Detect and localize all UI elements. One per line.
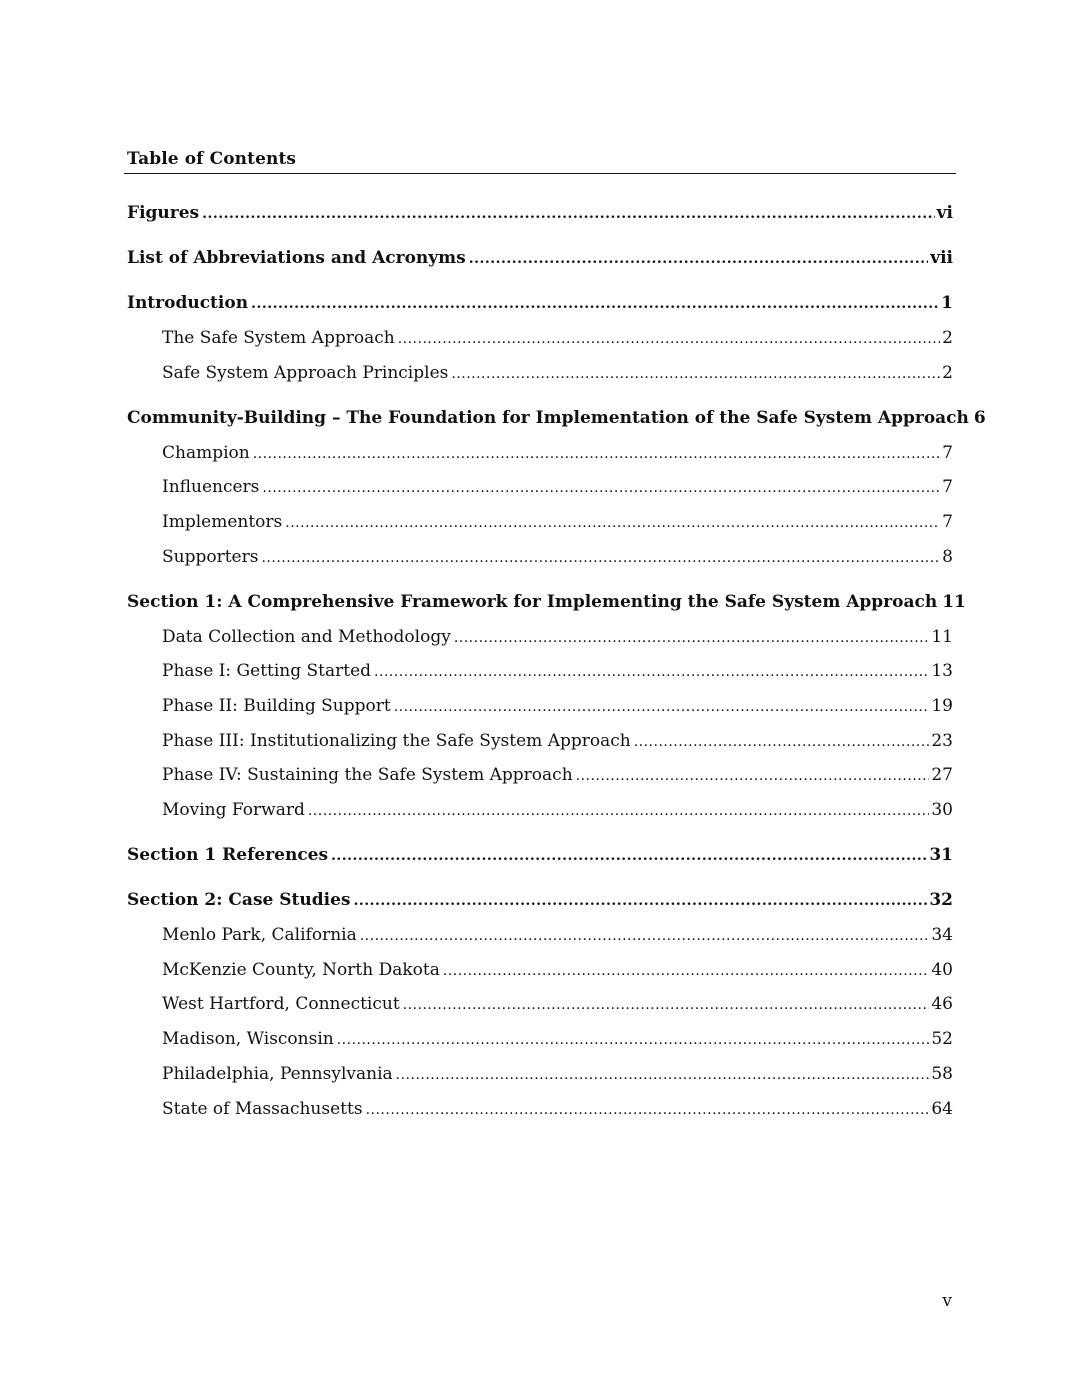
toc-entry-page: 1 xyxy=(941,293,953,314)
toc-entry-page: 40 xyxy=(931,959,953,980)
toc-dot-leader xyxy=(337,1023,930,1058)
toc-entry-label: Safe System Approach Principles xyxy=(162,362,449,383)
toc-entry-subsection[interactable] xyxy=(127,953,953,988)
toc-entry-page: 13 xyxy=(931,661,953,682)
toc-entry-section[interactable] xyxy=(127,196,953,231)
toc-entry-page: 2 xyxy=(942,362,953,383)
toc-entry-subsection[interactable] xyxy=(127,1092,953,1127)
toc-entry-section[interactable] xyxy=(127,883,953,918)
toc-dot-leader xyxy=(443,954,930,989)
toc-entry-subsection[interactable] xyxy=(127,724,953,759)
toc-entry-subsection[interactable] xyxy=(127,654,953,689)
toc-entry-label: McKenzie County, North Dakota xyxy=(162,959,440,980)
toc-dot-leader xyxy=(360,919,930,954)
toc-dot-leader xyxy=(331,839,927,874)
toc-dot-leader xyxy=(469,242,928,277)
toc-entry-page: vi xyxy=(936,203,953,223)
toc-entry-section[interactable] xyxy=(127,401,986,436)
toc-entry-label: Data Collection and Methodology xyxy=(162,626,451,647)
toc-entry-page: 52 xyxy=(931,1029,953,1050)
toc-entry-subsection[interactable] xyxy=(127,620,953,655)
toc-entry-page: 7 xyxy=(942,512,953,532)
toc-entry-page: 7 xyxy=(942,477,953,498)
toc-entry-section[interactable] xyxy=(127,585,966,620)
toc-entry-page: 23 xyxy=(931,730,953,751)
toc-entry-page: 7 xyxy=(942,442,953,463)
toc-entry-page: 11 xyxy=(931,626,953,647)
toc-entry-subsection[interactable] xyxy=(127,793,953,828)
toc-dot-leader xyxy=(403,988,930,1023)
toc-entry-subsection[interactable] xyxy=(127,540,953,575)
toc-dot-leader xyxy=(251,287,939,322)
toc-dot-leader xyxy=(261,541,940,576)
toc-entry-subsection[interactable] xyxy=(127,689,953,724)
toc-dot-leader xyxy=(576,759,930,794)
toc-list xyxy=(127,196,986,1126)
heading-rule xyxy=(124,173,956,174)
toc-dot-leader xyxy=(253,437,940,472)
toc-entry-label: Section 1 References xyxy=(127,845,329,866)
toc-entry-section[interactable] xyxy=(127,286,953,321)
toc-entry-page: 32 xyxy=(929,890,953,911)
toc-entry-subsection[interactable] xyxy=(127,470,953,505)
toc-entry-label: State of Massachusetts xyxy=(162,1098,363,1119)
toc-entry-label: Phase IV: Sustaining the Safe System Approach xyxy=(162,765,573,786)
toc-entry-page: 8 xyxy=(942,546,953,567)
toc-entry-label: List of Abbreviations and Acronyms xyxy=(127,248,466,269)
toc-entry-label: The Safe System Approach xyxy=(162,328,395,349)
toc-entry-page: 27 xyxy=(931,765,953,786)
toc-dot-leader xyxy=(202,197,935,232)
toc-entry-page: 19 xyxy=(931,695,953,716)
page-number: v xyxy=(942,1291,952,1311)
toc-entry-page: vii xyxy=(930,248,953,269)
toc-dot-leader xyxy=(374,655,929,690)
toc-entry-page: 34 xyxy=(931,925,953,946)
toc-dot-leader xyxy=(285,506,940,541)
toc-entry-label: Champion xyxy=(162,442,250,463)
toc-entry-label: Philadelphia, Pennsylvania xyxy=(162,1063,393,1084)
toc-entry-page: 58 xyxy=(931,1063,953,1084)
toc-entry-label: Menlo Park, California xyxy=(162,925,357,946)
toc-entry-subsection[interactable] xyxy=(127,1057,953,1092)
toc-dot-leader xyxy=(451,357,940,392)
toc-entry-label: Figures xyxy=(127,203,200,223)
toc-heading: Table of Contents xyxy=(127,149,297,169)
toc-dot-leader xyxy=(308,794,930,829)
toc-entry-subsection[interactable] xyxy=(127,918,953,953)
toc-entry-subsection[interactable] xyxy=(127,758,953,793)
toc-entry-subsection[interactable] xyxy=(127,505,953,540)
toc-entry-label: Section 2: Case Studies xyxy=(127,890,351,911)
toc-entry-subsection[interactable] xyxy=(127,1022,953,1057)
toc-entry-subsection[interactable] xyxy=(127,321,953,356)
toc-entry-page: 46 xyxy=(931,994,953,1015)
toc-dot-leader xyxy=(262,471,940,506)
toc-entry-label: Supporters xyxy=(162,546,259,567)
toc-entry-subsection[interactable] xyxy=(127,356,953,391)
toc-entry-label: Moving Forward xyxy=(162,800,305,820)
toc-dot-leader xyxy=(454,621,930,656)
toc-dot-leader xyxy=(398,322,940,357)
toc-dot-leader xyxy=(366,1093,930,1128)
toc-entry-label: Madison, Wisconsin xyxy=(162,1029,334,1050)
toc-entry-page: 11 xyxy=(942,591,966,612)
toc-entry-page: 6 xyxy=(973,407,986,428)
toc-entry-page: 2 xyxy=(942,328,953,349)
toc-dot-leader xyxy=(634,725,930,760)
toc-entry-subsection[interactable] xyxy=(127,436,953,471)
toc-entry-subsection[interactable] xyxy=(127,987,953,1022)
toc-entry-section[interactable] xyxy=(127,241,953,276)
toc-entry-label: Influencers xyxy=(162,477,260,498)
toc-dot-leader xyxy=(396,1058,930,1093)
toc-entry-label: Introduction xyxy=(127,293,249,314)
toc-dot-leader xyxy=(353,884,927,919)
toc-entry-page: 30 xyxy=(931,800,953,820)
toc-dot-leader xyxy=(394,690,930,725)
toc-entry-label: Implementors xyxy=(162,512,283,532)
toc-entry-label: Section 1: A Comprehensive Framework for Implementing the Safe System Approach xyxy=(127,591,938,612)
toc-entry-label: Community-Building – The Foundation for Implementation of the Safe System Approach xyxy=(127,407,969,428)
toc-entry-page: 31 xyxy=(929,845,953,866)
toc-entry-label: Phase I: Getting Started xyxy=(162,661,372,682)
toc-entry-label: Phase II: Building Support xyxy=(162,695,391,716)
toc-entry-page: 64 xyxy=(931,1098,953,1119)
toc-entry-label: Phase III: Institutionalizing the Safe System Approach xyxy=(162,730,631,751)
toc-entry-section[interactable] xyxy=(127,838,953,873)
toc-entry-label: West Hartford, Connecticut xyxy=(162,994,400,1015)
